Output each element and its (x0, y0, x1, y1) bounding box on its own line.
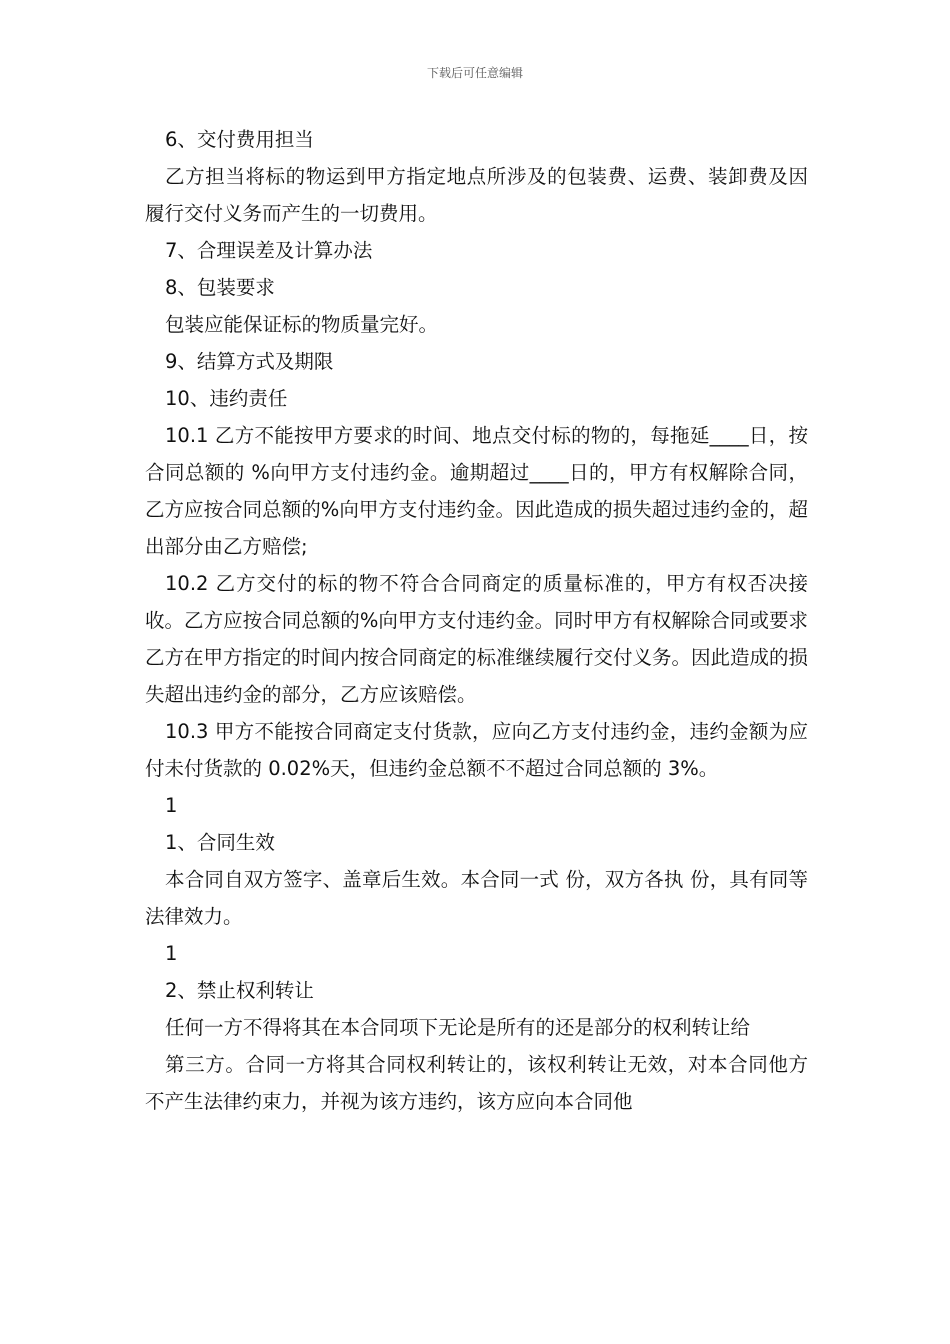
section-heading: 2、禁止权利转让 (165, 979, 314, 1002)
section-heading: 10、违约责任 (165, 387, 288, 410)
section-heading: 8、包装要求 (165, 276, 275, 299)
paragraph: 1 (165, 794, 178, 817)
section-heading: 7、合理误差及计算办法 (165, 239, 373, 262)
page-header: 下载后可任意编辑 (426, 66, 523, 80)
paragraph: 10.2 乙方交付的标的物不符合合同商定的质量标准的，甲方有权否决接收。乙方应按合同总额的%向甲方支付违约金。同时甲方有权解除合同或要求乙方在甲方指定的时间内按合同商定的标准继续履行交付义务。因此造成的损失超出违约金的部分，乙方应该赔偿。 (145, 572, 809, 706)
section-heading: 6、交付费用担当 (165, 128, 314, 151)
section-heading: 1、合同生效 (165, 831, 275, 854)
paragraph: 10.3 甲方不能按合同商定支付货款，应向乙方支付违约金，违约金额为应付未付货款的 0.02%天，但违约金总额不不超过合同总额的 3%。 (145, 720, 808, 780)
paragraph: 任何一方不得将其在本合同项下无论是所有的还是部分的权利转让给 (165, 1016, 751, 1039)
document-body (145, 121, 808, 1120)
paragraph: 1 (165, 942, 178, 965)
section-heading: 9、结算方式及期限 (165, 350, 334, 373)
paragraph: 10.1 乙方不能按甲方要求的时间、地点交付标的物的，每拖延____日，按合同总额的 %向甲方支付违约金。逾期超过____日的，甲方有权解除合同，乙方应按合同总额的%向甲方支付违约金。因此造成的损失超过违约金的，超出部分由乙方赔偿; (145, 424, 808, 558)
paragraph: 包装应能保证标的物质量完好。 (165, 313, 439, 336)
paragraph: 本合同自双方签字、盖章后生效。本合同一式 份，双方各执 份，具有同等法律效力。 (145, 868, 808, 928)
paragraph: 乙方担当将标的物运到甲方指定地点所涉及的包装费、运费、装卸费及因履行交付义务而产生的一切费用。 (145, 165, 808, 225)
paragraph: 第三方。合同一方将其合同权利转让的，该权利转让无效，对本合同他方不产生法律约束力，并视为该方违约，该方应向本合同他 (145, 1053, 808, 1113)
